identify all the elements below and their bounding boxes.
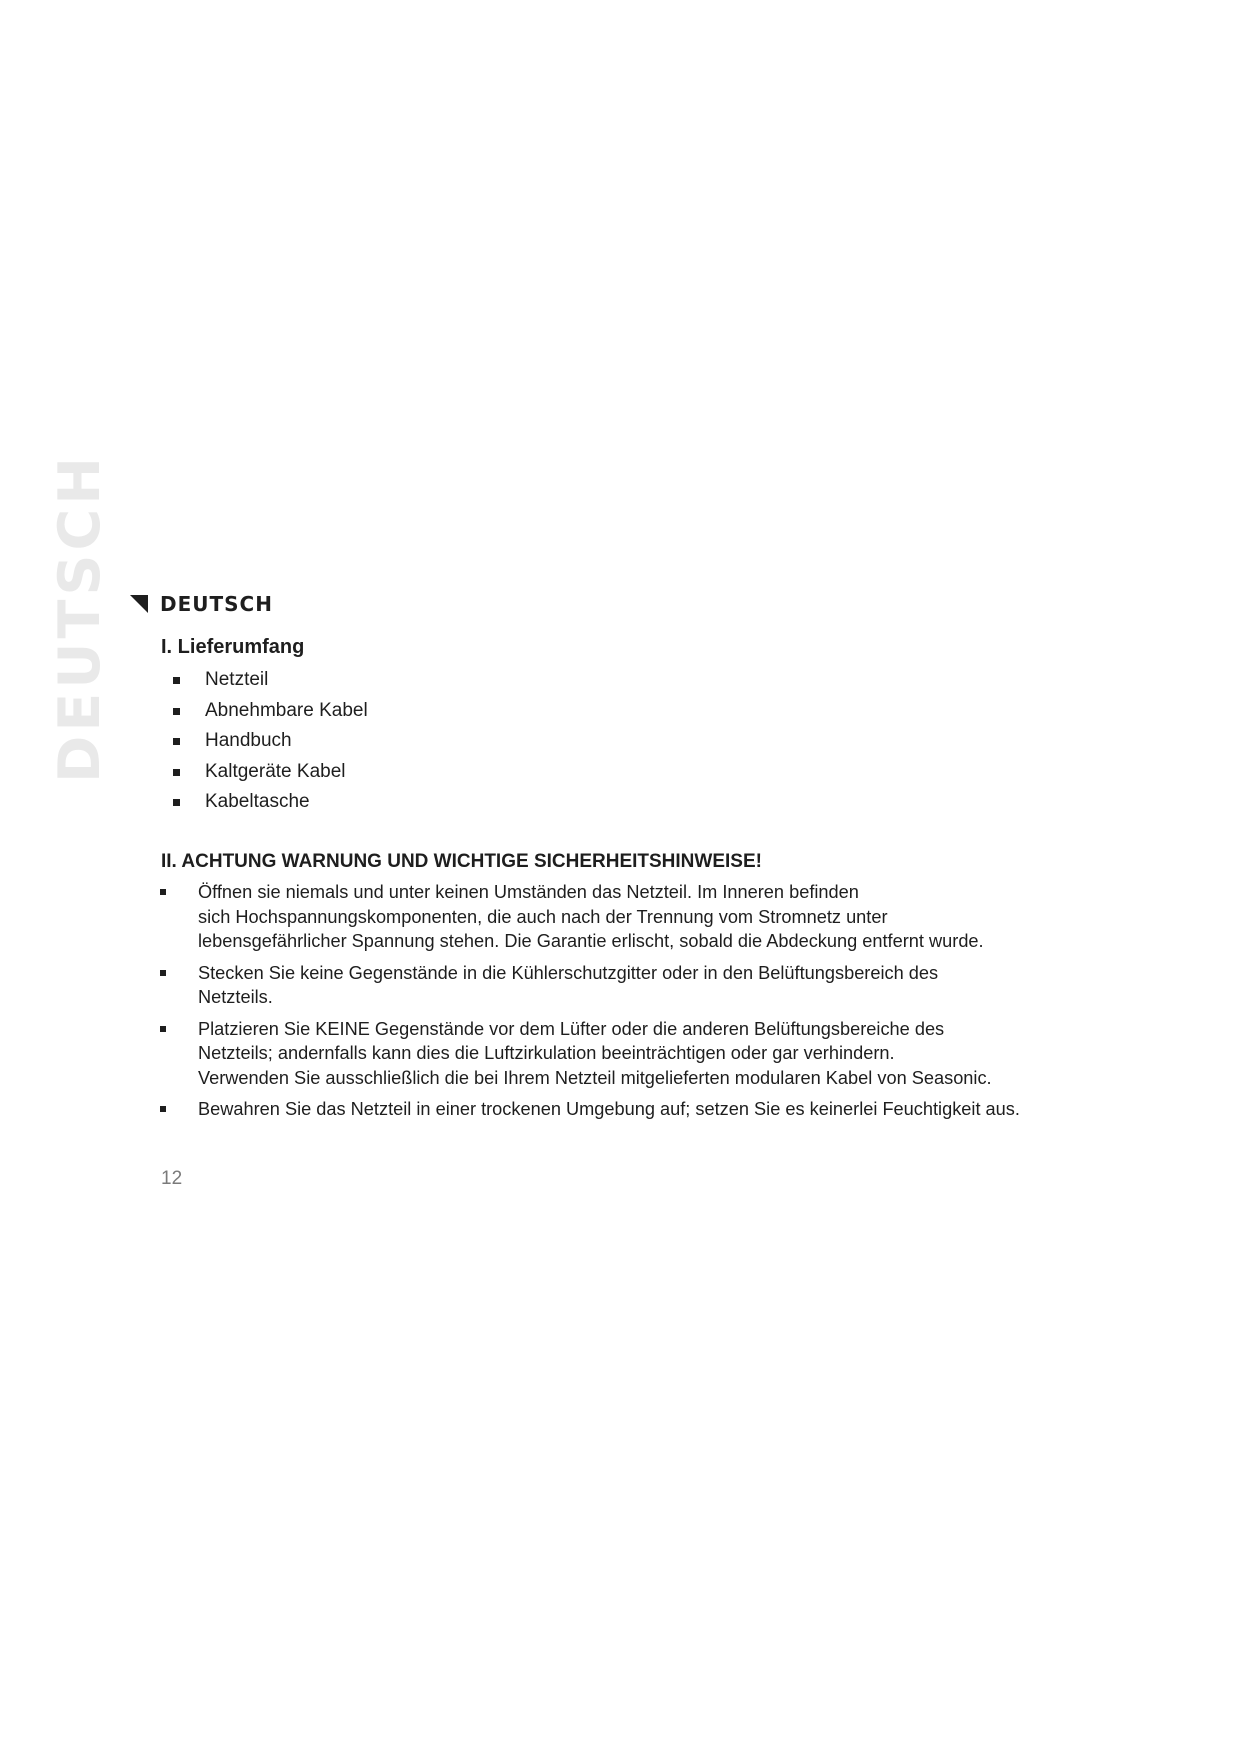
warning-line: Netzteils; andernfalls kann dies die Luftzirkulation beeinträchtigen oder gar verhindern. [198,1043,895,1063]
bullet-icon [173,738,180,745]
list-item-text: Netzteil [205,669,269,690]
bullet-icon [160,970,166,976]
warning-line: Bewahren Sie das Netzteil in einer trockenen Umgebung auf; setzen Sie es keinerlei Feuchtigkeit aus. [198,1099,1020,1119]
warning-line: Verwenden Sie ausschließlich die bei Ihrem Netzteil mitgelieferten modularen Kabel von Seasonic. [198,1067,992,1088]
warning-line: Stecken Sie keine Gegenstände in die Kühlerschutzgitter oder in den Belüftungsbereich des [198,962,939,983]
bullet-icon [173,799,180,806]
list-item-text: Abnehmbare Kabel [205,699,368,721]
section-2-title: II. ACHTUNG WARNUNG UND WICHTIGE SICHERHEITSHINWEISE! [161,851,762,872]
bullet-icon [173,708,180,715]
warning-line: Öffnen sie niemals und unter keinen Umständen das Netzteil. Im Inneren befinden [198,882,859,902]
bullet-icon [173,769,180,776]
warning-item [160,880,1100,954]
warning-item [160,1097,1100,1122]
warning-line: Platzieren Sie KEINE Gegenstände vor dem Lüfter oder die anderen Belüftungsbereiche des [198,1018,945,1039]
warning-item [160,1017,1100,1091]
warning-line: lebensgefährlicher Spannung stehen. Die Garantie erlischt, sobald die Abdeckung entfernt wurde. [198,931,984,951]
warning-line: Netzteils. [198,987,273,1007]
warning-item [160,961,1100,1010]
list-item-text: Kabeltasche [205,791,310,812]
list-item [173,726,368,757]
page-number: 12 [161,1168,183,1189]
language-heading [130,592,273,616]
bullet-icon [160,889,166,895]
corner-triangle-icon [130,595,148,613]
section-1-title: I. Lieferumfang [161,636,305,658]
list-item [173,757,368,788]
bullet-icon [160,1026,166,1032]
list-item [173,696,368,727]
warning-line: sich Hochspannungskomponenten, die auch nach der Trennung vom Stromnetz unter [198,906,888,927]
language-title: DEUTSCH [160,592,273,616]
list-item-text: Handbuch [205,730,292,751]
bullet-icon [160,1106,166,1112]
safety-warnings-list [160,880,1100,1129]
bullet-icon [173,677,180,684]
side-language-tab: DEUTSCH [47,452,113,783]
package-contents-list [173,665,368,818]
list-item-text: Kaltgeräte Kabel [205,760,346,782]
list-item [173,665,368,696]
list-item [173,787,368,818]
